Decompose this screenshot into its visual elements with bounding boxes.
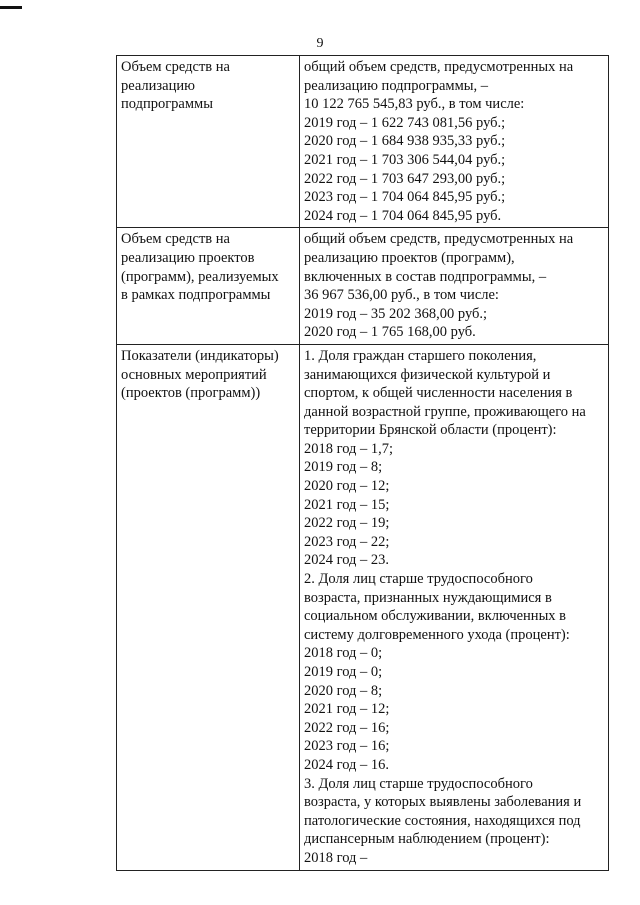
content-line: 2020 год – 12; [304, 478, 390, 495]
content-line: систему долговременного ухода (процент): [304, 626, 570, 643]
content-line: 2018 год – 1,7; [304, 440, 394, 457]
subprogram-passport-table [116, 55, 609, 871]
label-line: подпрограммы [121, 96, 213, 113]
content-line: патологические состояния, находящихся под [304, 812, 581, 829]
label-line: основных мероприятий [121, 366, 267, 383]
table-row-projects-funding [117, 228, 609, 345]
row-content [300, 344, 609, 870]
content-line: 2022 год – 1 703 647 293,00 руб.; [304, 170, 506, 187]
content-line: 36 967 536,00 руб., в том числе: [304, 287, 499, 304]
table-row-indicators [117, 344, 609, 870]
row-content [300, 228, 609, 345]
label-line: (программ), реализуемых [121, 268, 279, 285]
content-line: занимающихся физической культурой и [304, 366, 551, 383]
content-line: 3. Доля лиц старше трудоспособного [304, 775, 533, 792]
content-line: территории Брянской области (процент): [304, 422, 557, 439]
label-line: реализацию [121, 77, 195, 94]
label-line: реализацию проектов [121, 249, 255, 266]
content-line: общий объем средств, предусмотренных на [304, 59, 574, 75]
content-line: 2020 год – 8; [304, 682, 383, 699]
content-line: реализацию подпрограммы, – [304, 77, 489, 94]
content-line: 2021 год – 15; [304, 496, 390, 513]
row-label [117, 228, 300, 345]
row-label [117, 344, 300, 870]
content-line: социальном обслуживании, включенных в [304, 608, 567, 625]
content-line: данной возрастной группе, проживающего на [304, 403, 586, 420]
content-line: общий объем средств, предусмотренных на [304, 231, 574, 248]
content-line: 2023 год – 1 704 064 845,95 руб.; [304, 189, 506, 206]
content-line: 2019 год – 0; [304, 664, 383, 680]
content-line: 2020 год – 1 765 168,00 руб. [304, 324, 476, 341]
content-line: 2020 год – 1 684 938 935,33 руб.; [304, 133, 506, 150]
content-line: 2. Доля лиц старше трудоспособного [304, 571, 533, 588]
content-line: 2024 год – 23. [304, 552, 390, 569]
label-line: в рамках подпрограммы [121, 287, 271, 304]
content-line: возраста, признанных нуждающимися в [304, 589, 552, 606]
content-line: диспансерным наблюдением (процент): [304, 831, 550, 848]
content-line: 2018 год – [304, 849, 368, 866]
row-label [117, 56, 300, 228]
content-line: 2024 год – 16. [304, 756, 390, 773]
table-row-subprogram-funding [117, 56, 609, 228]
content-line: 2023 год – 22; [304, 533, 390, 550]
corner-mark [0, 6, 22, 9]
label-line: (проектов (программ)) [121, 385, 261, 402]
content-line: 10 122 765 545,83 руб., в том числе: [304, 96, 525, 113]
content-line: 1. Доля граждан старшего поколения, [304, 347, 537, 364]
content-line: 2019 год – 35 202 368,00 руб.; [304, 305, 488, 322]
label-line: Объем средств на [121, 231, 230, 248]
content-line: 2019 год – 1 622 743 081,56 руб.; [304, 114, 506, 131]
content-line: 2019 год – 8; [304, 459, 383, 476]
content-line: 2021 год – 1 703 306 544,04 руб.; [304, 151, 506, 168]
page-number: 9 [316, 36, 324, 51]
row-content [300, 56, 609, 228]
content-line: 2021 год – 12; [304, 701, 390, 718]
content-line: возраста, у которых выявлены заболевания и [304, 794, 582, 811]
content-line: реализацию проектов (программ), [304, 249, 515, 266]
label-line: Показатели (индикаторы) [121, 347, 279, 364]
content-line: 2024 год – 1 704 064 845,95 руб. [304, 207, 502, 224]
content-line: 2023 год – 16; [304, 738, 390, 755]
content-line: включенных в состав подпрограммы, – [304, 268, 547, 285]
content-line: 2022 год – 19; [304, 515, 390, 532]
content-line: 2018 год – 0; [304, 645, 383, 662]
label-line: Объем средств на [121, 59, 230, 75]
content-line: спортом, к общей численности населения в [304, 385, 573, 402]
content-line: 2022 год – 16; [304, 719, 390, 736]
